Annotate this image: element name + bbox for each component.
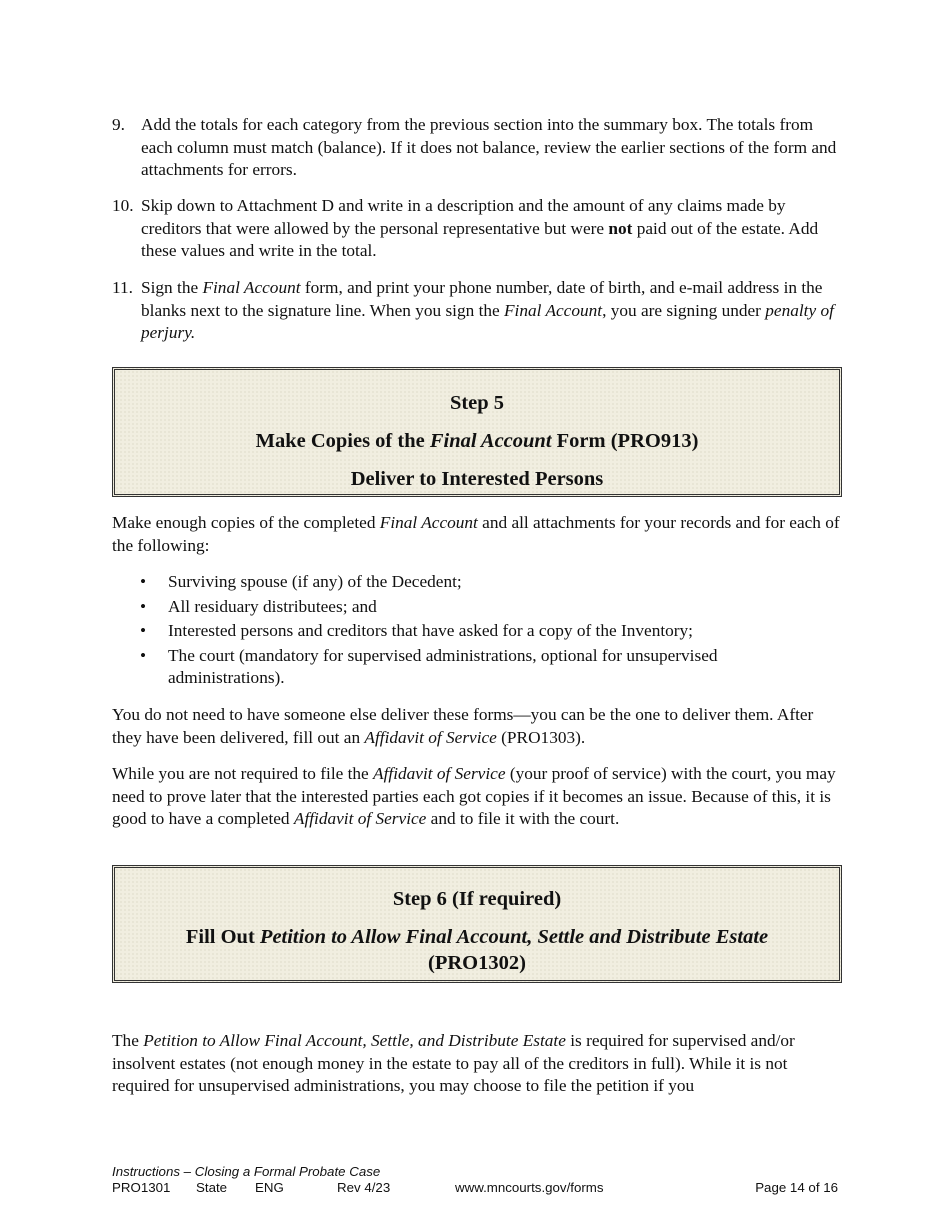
bullet-icon: •	[140, 621, 147, 640]
footer-meta-row	[112, 1180, 842, 1196]
footer-url: www.mncourts.gov/forms	[455, 1180, 604, 1195]
step-6-form-number: (PRO1302)	[428, 952, 526, 974]
step-6-heading: Fill Out Petition to Allow Final Account, Settle and Distribute Estate	[185, 926, 769, 948]
step-5-box	[112, 367, 842, 497]
step-5-title: Step 5	[449, 392, 505, 414]
list-item: • Surviving spouse (if any) of the Decedent;	[112, 571, 812, 594]
footer-document-title: Instructions – Closing a Formal Probate Case	[112, 1164, 381, 1179]
recipient-list	[112, 571, 812, 690]
proof-of-service-paragraph: While you are not required to file the Affidavit of Service (your proof of service) with the court, you may need to prove later that the interested parties each got copies if it becomes an issue. Because of this, it is good to have a completed Affidavit of Service and to file it with the court.	[112, 764, 836, 828]
step-5-subheading: Deliver to Interested Persons	[350, 468, 604, 490]
item-number: 11.	[112, 278, 133, 297]
item-text: Sign the Final Account form, and print your phone number, date of birth, and e-mail address in the blanks next to the signature line. When you sign the Final Account, you are signing under penalty of perjury.	[141, 278, 834, 342]
item-text: Add the totals for each category from the previous section into the summary box. The totals from each column must match (balance). If it does not balance, review the earlier sections of the form and attachments for errors.	[141, 115, 837, 179]
bullet-icon: •	[140, 572, 147, 591]
bullet-icon: •	[140, 645, 147, 665]
item-number: 9.	[112, 115, 125, 134]
footer-form-number: PRO1301	[112, 1180, 171, 1195]
step-6-title: Step 6 (If required)	[392, 888, 562, 910]
footer-language: ENG	[255, 1180, 284, 1195]
instruction-item-10	[112, 195, 842, 263]
bullet-icon: •	[140, 596, 147, 616]
instruction-item-9	[112, 114, 842, 182]
footer-jurisdiction: State	[196, 1180, 228, 1195]
step-6-box	[112, 865, 842, 983]
item-text: Skip down to Attachment D and write in a description and the amount of any claims made by creditors that were allowed by the personal representative but were not paid out of the estate. Add these values and write in the total.	[141, 196, 819, 260]
list-item: • The court (mandatory for supervised administrations, optional for unsupervised administrations).	[140, 645, 718, 687]
footer-page-number: Page 14 of 16	[755, 1180, 838, 1195]
list-item: • Interested persons and creditors that have asked for a copy of the Inventory;	[112, 620, 812, 643]
delivery-paragraph: You do not need to have someone else deliver these forms—you can be the one to deliver them. After they have been delivered, fill out an Affidavit of Service (PRO1303).	[112, 705, 814, 747]
footer-revision: Rev 4/23	[337, 1180, 391, 1195]
copies-intro-paragraph: Make enough copies of the completed Final Account and all attachments for your records and for each of the following:	[112, 513, 840, 555]
item-number: 10.	[112, 196, 134, 215]
list-item: • All residuary distributees; and	[112, 596, 812, 619]
step-5-heading: Make Copies of the Final Account Form (PRO913)	[255, 430, 699, 452]
page-footer	[112, 1164, 842, 1196]
instruction-item-11	[112, 277, 842, 345]
petition-paragraph: The Petition to Allow Final Account, Settle, and Distribute Estate is required for supervised and/or insolvent estates (not enough money in the estate to pay all of the creditors in full). While it is not required for unsupervised administrations, you may choose to file the petition if you	[112, 1031, 795, 1095]
